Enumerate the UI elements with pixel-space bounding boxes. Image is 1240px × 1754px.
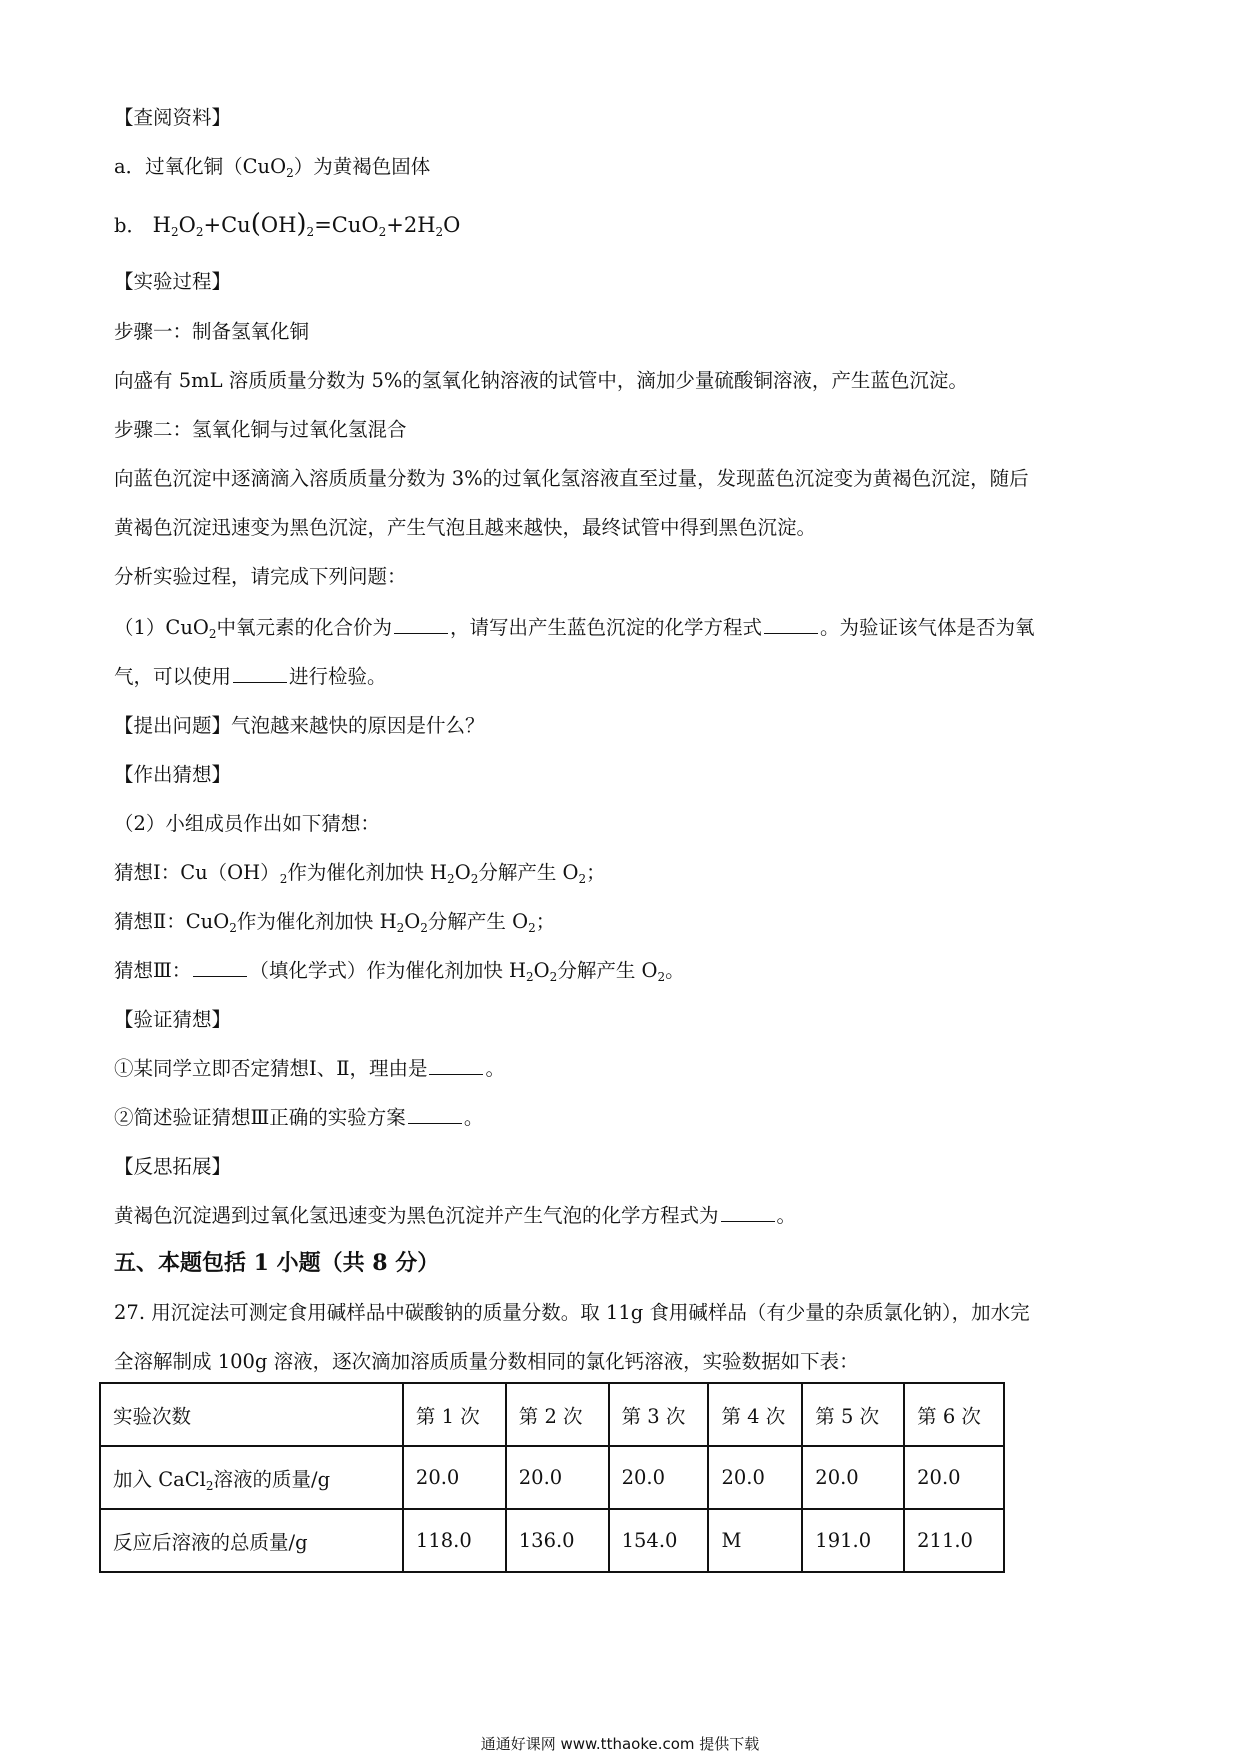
text: 分解产生 O: [427, 910, 529, 933]
reference-a: [114, 153, 430, 181]
table-row: [100, 1383, 1004, 1446]
text: ，请写出产生蓝色沉淀的化学方程式: [450, 616, 763, 639]
subscript: 2: [195, 225, 204, 239]
eq-part: O: [178, 213, 196, 237]
reflection-text: [114, 1202, 796, 1230]
text: ①某同学立即否定猜想Ⅰ、Ⅱ，理由是: [114, 1057, 428, 1080]
text: 黄褐色沉淀遇到过氧化氢迅速变为黑色沉淀并产生气泡的化学方程式为: [114, 1204, 719, 1227]
section-label-verify: 【验证猜想】: [114, 1008, 232, 1031]
subscript: 2: [229, 921, 237, 935]
step-one: 步骤一：制备氢氧化铜: [114, 320, 310, 343]
text: 分解产生 O: [557, 959, 658, 982]
answer-blank[interactable]: [394, 615, 448, 634]
step-two-text-1: 向蓝色沉淀中逐滴滴入溶质质量分数为 3%的过氧化氢溶液直至过量，发现蓝色沉淀变为黄褐色沉淀，随后: [114, 467, 1029, 490]
text: 猜想Ⅱ：CuO: [114, 910, 230, 933]
table-cell: 20.0: [708, 1446, 802, 1509]
eq-part: H: [152, 213, 171, 237]
subscript: 2: [378, 225, 387, 239]
reference-b-equation: [114, 210, 460, 240]
question-1: [114, 614, 1035, 642]
table-cell: 211.0: [904, 1509, 1004, 1572]
data-table: [99, 1382, 1005, 1573]
answer-blank[interactable]: [408, 1105, 462, 1124]
eq-part: +Cu: [203, 213, 251, 237]
subscript: 2: [435, 225, 444, 239]
table-cell: 第 6 次: [904, 1383, 1004, 1446]
text: （1）CuO: [114, 616, 209, 639]
table-cell: 20.0: [609, 1446, 709, 1509]
text: 。: [665, 959, 685, 982]
step-two-text-2: 黄褐色沉淀迅速变为黑色沉淀，产生气泡且越来越快，最终试管中得到黑色沉淀。: [114, 516, 817, 539]
text: a．过氧化铜（CuO: [114, 155, 287, 178]
text: 加入 CaCl: [113, 1467, 206, 1491]
table-cell: 20.0: [802, 1446, 904, 1509]
table-cell: 第 1 次: [403, 1383, 506, 1446]
table-cell: 118.0: [403, 1509, 506, 1572]
eq-part: O: [443, 213, 461, 237]
table-cell: 136.0: [506, 1509, 609, 1572]
text: （填化学式）作为催化剂加快 H: [249, 959, 527, 982]
table-cell: 第 3 次: [609, 1383, 709, 1446]
subscript: 2: [171, 225, 179, 239]
text: 猜想Ⅲ：: [114, 959, 192, 982]
subscript: 2: [528, 921, 536, 935]
answer-blank[interactable]: [764, 615, 818, 634]
table-row: [100, 1509, 1004, 1572]
table-cell: 154.0: [609, 1509, 709, 1572]
footer-watermark: 通通好课网 www.tthaoke.com 提供下载: [480, 1735, 760, 1753]
step-two: 步骤二：氢氧化铜与过氧化氢混合: [114, 418, 407, 441]
table-cell: 20.0: [506, 1446, 609, 1509]
eq-part: (: [250, 209, 261, 239]
eq-part: +2H: [386, 213, 436, 237]
text: 分解产生 O: [478, 861, 579, 884]
answer-blank[interactable]: [193, 958, 247, 977]
answer-blank[interactable]: [429, 1056, 483, 1075]
subscript: 2: [549, 970, 558, 984]
section-label-reflection: 【反思拓展】: [114, 1155, 232, 1178]
text: O: [404, 910, 421, 933]
text: 中氧元素的化合价为: [216, 616, 393, 639]
text: 。为验证该气体是否为氧: [820, 616, 1035, 639]
table-row: [100, 1446, 1004, 1509]
subscript: 2: [578, 872, 587, 886]
question-2: （2）小组成员作出如下猜想：: [114, 812, 380, 835]
text: 进行检验。: [289, 665, 387, 688]
eq-part: ): [296, 209, 307, 239]
verify-1: [114, 1055, 505, 1083]
section-label-references: 【查阅资料】: [114, 106, 232, 129]
text: O: [533, 959, 550, 982]
hypothesis-2: [114, 908, 555, 936]
text: O: [454, 861, 471, 884]
text: 。: [485, 1057, 505, 1080]
subscript: 2: [447, 872, 455, 886]
text: 猜想Ⅰ：Cu（OH）: [114, 861, 280, 884]
analysis-intro: 分析实验过程，请完成下列问题：: [114, 565, 407, 588]
question-1-cont: [114, 663, 387, 691]
table-cell: 191.0: [802, 1509, 904, 1572]
subscript: 2: [657, 970, 666, 984]
table-cell: 第 2 次: [506, 1383, 609, 1446]
answer-blank[interactable]: [721, 1203, 775, 1222]
text: ）为黄褐色固体: [293, 155, 431, 178]
eq-part: OH: [260, 213, 297, 237]
text: 气，可以使用: [114, 665, 232, 688]
table-cell: 20.0: [403, 1446, 506, 1509]
subscript: 2: [279, 872, 288, 886]
text: ；: [586, 861, 606, 884]
section-label-question: 【提出问题】气泡越来越快的原因是什么？: [114, 714, 485, 737]
section-label-hypothesis: 【作出猜想】: [114, 763, 232, 786]
text: ②简述验证猜想Ⅲ正确的实验方案: [114, 1106, 406, 1129]
text: 作为催化剂加快 H: [236, 910, 397, 933]
subscript: 2: [205, 1478, 214, 1493]
step-one-text: 向盛有 5mL 溶质质量分数为 5%的氢氧化钠溶液的试管中，滴加少量硫酸铜溶液，产生蓝色沉淀。: [114, 369, 968, 392]
text: ；: [535, 910, 556, 933]
eq-part: =CuO: [314, 213, 379, 237]
hypothesis-3: [114, 957, 685, 985]
hypothesis-1: [114, 859, 606, 887]
table-cell: 第 5 次: [802, 1383, 904, 1446]
subscript: 2: [420, 921, 428, 935]
label: b．: [114, 214, 146, 237]
table-cell: 20.0: [904, 1446, 1004, 1509]
section-heading-5: 五、本题包括 1 小题（共 8 分）: [114, 1250, 440, 1276]
answer-blank[interactable]: [233, 664, 287, 683]
text: 作为催化剂加快 H: [287, 861, 448, 884]
subscript: 2: [526, 970, 534, 984]
verify-2: [114, 1104, 483, 1132]
subscript: 2: [470, 872, 479, 886]
section-label-experiment: 【实验过程】: [114, 270, 232, 293]
question-27-line-1: 27. 用沉淀法可测定食用碱样品中碳酸钠的质量分数。取 11g 食用碱样品（有少量的杂质氯化钠），加水完: [114, 1301, 1030, 1324]
table-cell: 反应后溶液的总质量/g: [100, 1509, 403, 1572]
text: 溶液的质量/g: [213, 1467, 331, 1491]
subscript: 2: [396, 921, 405, 935]
subscript: 2: [208, 627, 217, 641]
table-cell: 第 4 次: [708, 1383, 802, 1446]
text: 。: [776, 1204, 797, 1227]
table-cell: [100, 1446, 403, 1509]
subscript: 2: [306, 225, 315, 239]
question-27-line-2: 全溶解制成 100g 溶液，逐次滴加溶质质量分数相同的氯化钙溶液，实验数据如下表：: [114, 1350, 859, 1373]
table-cell: 实验次数: [100, 1383, 403, 1446]
table-cell: M: [708, 1509, 802, 1572]
text: 。: [463, 1106, 484, 1129]
subscript: 2: [286, 166, 294, 180]
